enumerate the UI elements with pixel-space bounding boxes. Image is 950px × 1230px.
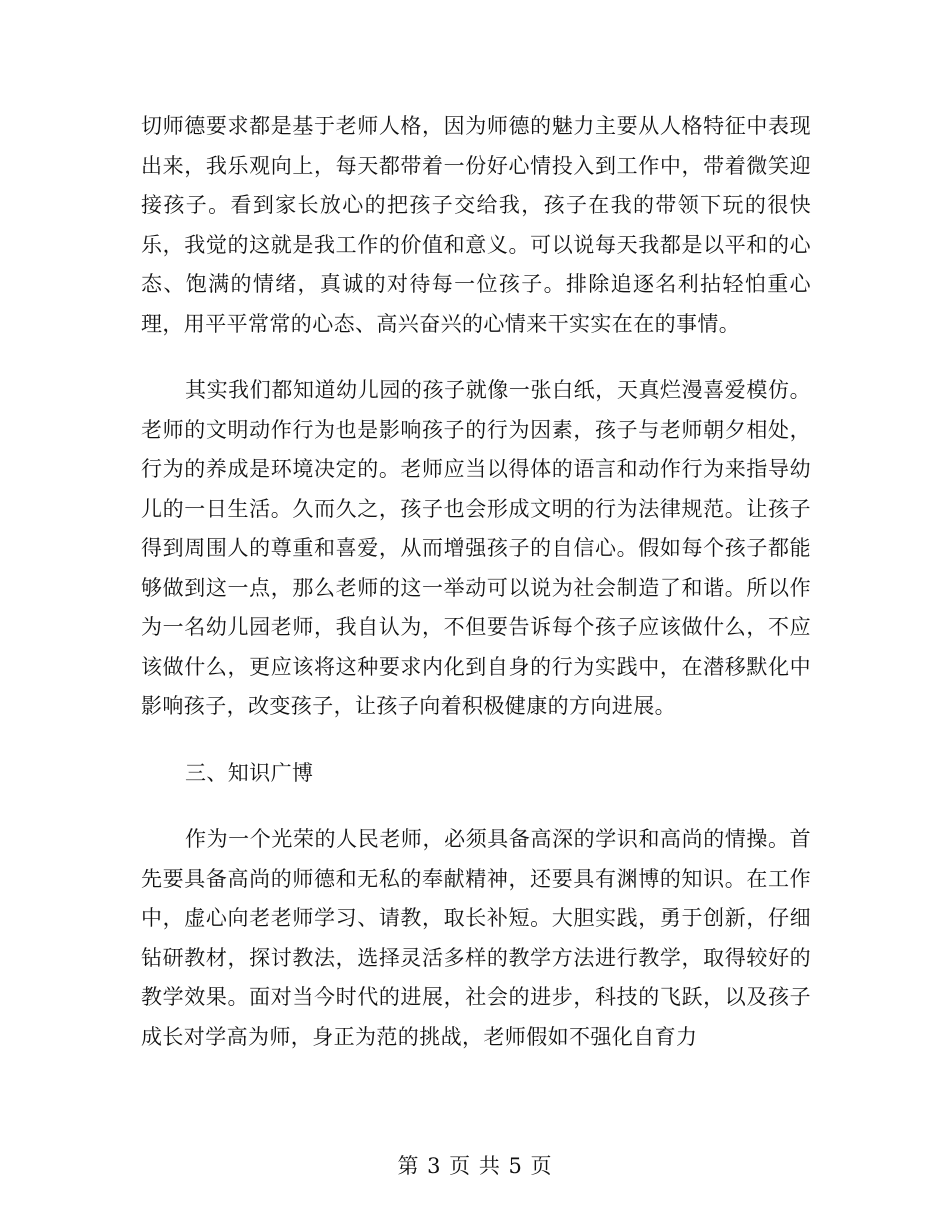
section-heading-knowledge: 三、知识广博: [185, 760, 314, 785]
paragraph-continued: 切师德要求都是基于老师人格，因为师德的魅力主要从人格特征中表现出来，我乐观向上，每天都带着一份好心情投入到工作中，带着微笑迎接孩子。看到家长放心的把孩子交给我，孩子在我的带领下玩的很快乐，我觉的这就是我工作的价值和意义。可以说每天我都是以平和的心态、饱满的情绪，真诚的对待每一位孩子。排除追逐名利拈轻怕重心理，用平平常常的心态、高兴奋兴的心情来干实实在在的事情。: [141, 114, 811, 336]
paragraph-children-white-paper: 其实我们都知道幼儿园的孩子就像一张白纸，天真烂漫喜爱模仿。老师的文明动作行为也是影响孩子的行为因素，孩子与老师朝夕相处，行为的养成是环境决定的。老师应当以得体的语言和动作行为来指导幼儿的一日生活。久而久之，孩子也会形成文明的行为法律规范。让孩子得到周围人的尊重和喜爱，从而增强孩子的自信心。假如每个孩子都能够做到这一点，那么老师的这一举动可以说为社会制造了和谐。所以作为一名幼儿园老师，我自认为，不但要告诉每个孩子应该做什么，不应该做什么，更应该将这种要求内化到自身的行为实践中，在潜移默化中影响孩子，改变孩子，让孩子向着积极健康的方向进展。: [141, 378, 811, 718]
paragraph-teacher-knowledge: 作为一个光荣的人民老师，必须具备高深的学识和高尚的情操。首先要具备高尚的师德和无私的奉献精神，还要具有渊博的知识。在工作中，虚心向老老师学习、请教，取长补短。大胆实践，勇于创新，仔细钻研教材，探讨教法，选择灵活多样的教学方法进行教学，取得较好的教学效果。面对当今时代的进展，社会的进步，科技的飞跃，以及孩子成长对学高为师，身正为范的挑战，老师假如不强化自育力: [141, 827, 811, 1049]
page-number-footer: 第 3 页 共 5 页: [397, 1154, 553, 1178]
document-body: [141, 107, 811, 1057]
